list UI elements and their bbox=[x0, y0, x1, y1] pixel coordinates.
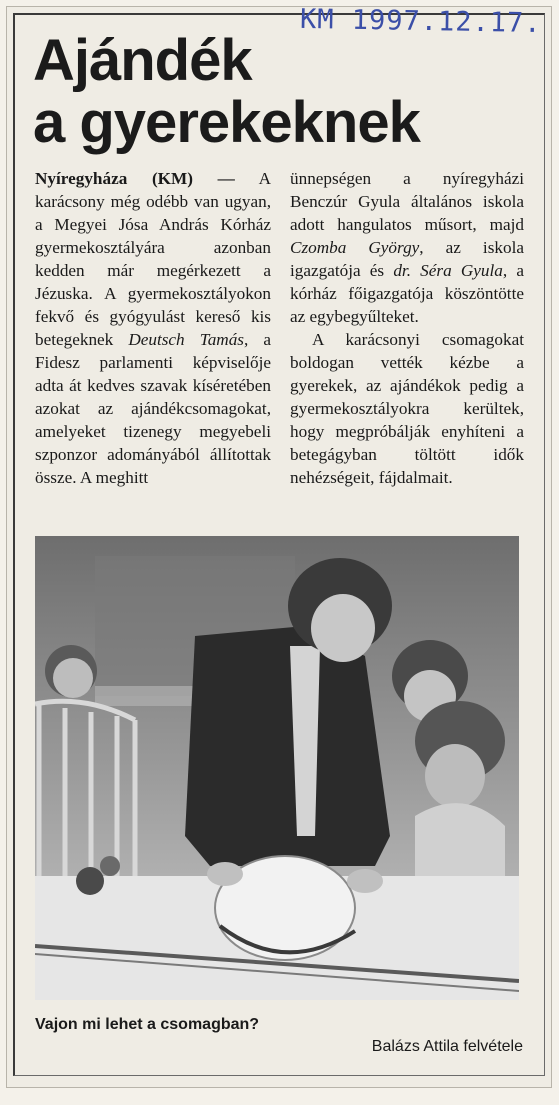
paragraph-1 bbox=[35, 167, 271, 489]
right-text-3: , a kórház főigazgatója köszöntötte az egybegyűlteket. bbox=[290, 261, 524, 326]
right-text-1: ünnepségen a nyíregyházi Benczúr Gyula általános iskola adott hangulatos műsort, majd bbox=[290, 169, 524, 234]
photo-illustration bbox=[35, 536, 519, 1000]
paragraph-2: A karácsonyi csomagokat boldogan vették kézbe a gyerekek, az ajándékok pedig a gyermekosztályokra kerültek, hogy megpróbálják enyhíteni a betegágyban töltött idők nehézségeit, fájdalmait. bbox=[290, 330, 524, 487]
news-photo bbox=[35, 536, 519, 1000]
headline-line-2: a gyerekeknek bbox=[33, 90, 420, 155]
article-column-left bbox=[35, 167, 271, 489]
person-name-czomba: Czomba György bbox=[290, 238, 420, 257]
date-stamp: KM 1997.12.17. bbox=[299, 3, 542, 40]
right-text-2: , az iskola igazgatója és bbox=[290, 238, 524, 280]
headline bbox=[33, 30, 533, 154]
photo-caption: Vajon mi lehet a csomagban? bbox=[35, 1016, 260, 1033]
person-name-sera: dr. Séra Gyula bbox=[393, 261, 503, 280]
paragraph-1-continued bbox=[290, 167, 524, 328]
headline-line-1: Ajándék bbox=[33, 28, 252, 93]
photo-credit: Balázs Attila felvétele bbox=[371, 1038, 523, 1055]
left-text-2: , a Fidesz parlamenti képviselője adta át kedves szavak kíséretében azokat az ajándékcsomagokat, amelyeket tizenegy megyebeli szponzor adományából állítottak össze. A meghitt bbox=[35, 330, 271, 487]
person-name-deutsch: Deutsch Tamás bbox=[128, 330, 244, 349]
left-text-1: A karácsony még odébb van ugyan, a Megyei Jósa András Kórház gyermekosztályára azonban kedden már megérkezett a Jézuska. A gyermekosztályokon fekvő és gyógyulást kereső kis betegeknek bbox=[35, 169, 271, 349]
article-column-right bbox=[290, 167, 524, 489]
dateline: Nyíregyháza (KM) — bbox=[35, 169, 235, 188]
